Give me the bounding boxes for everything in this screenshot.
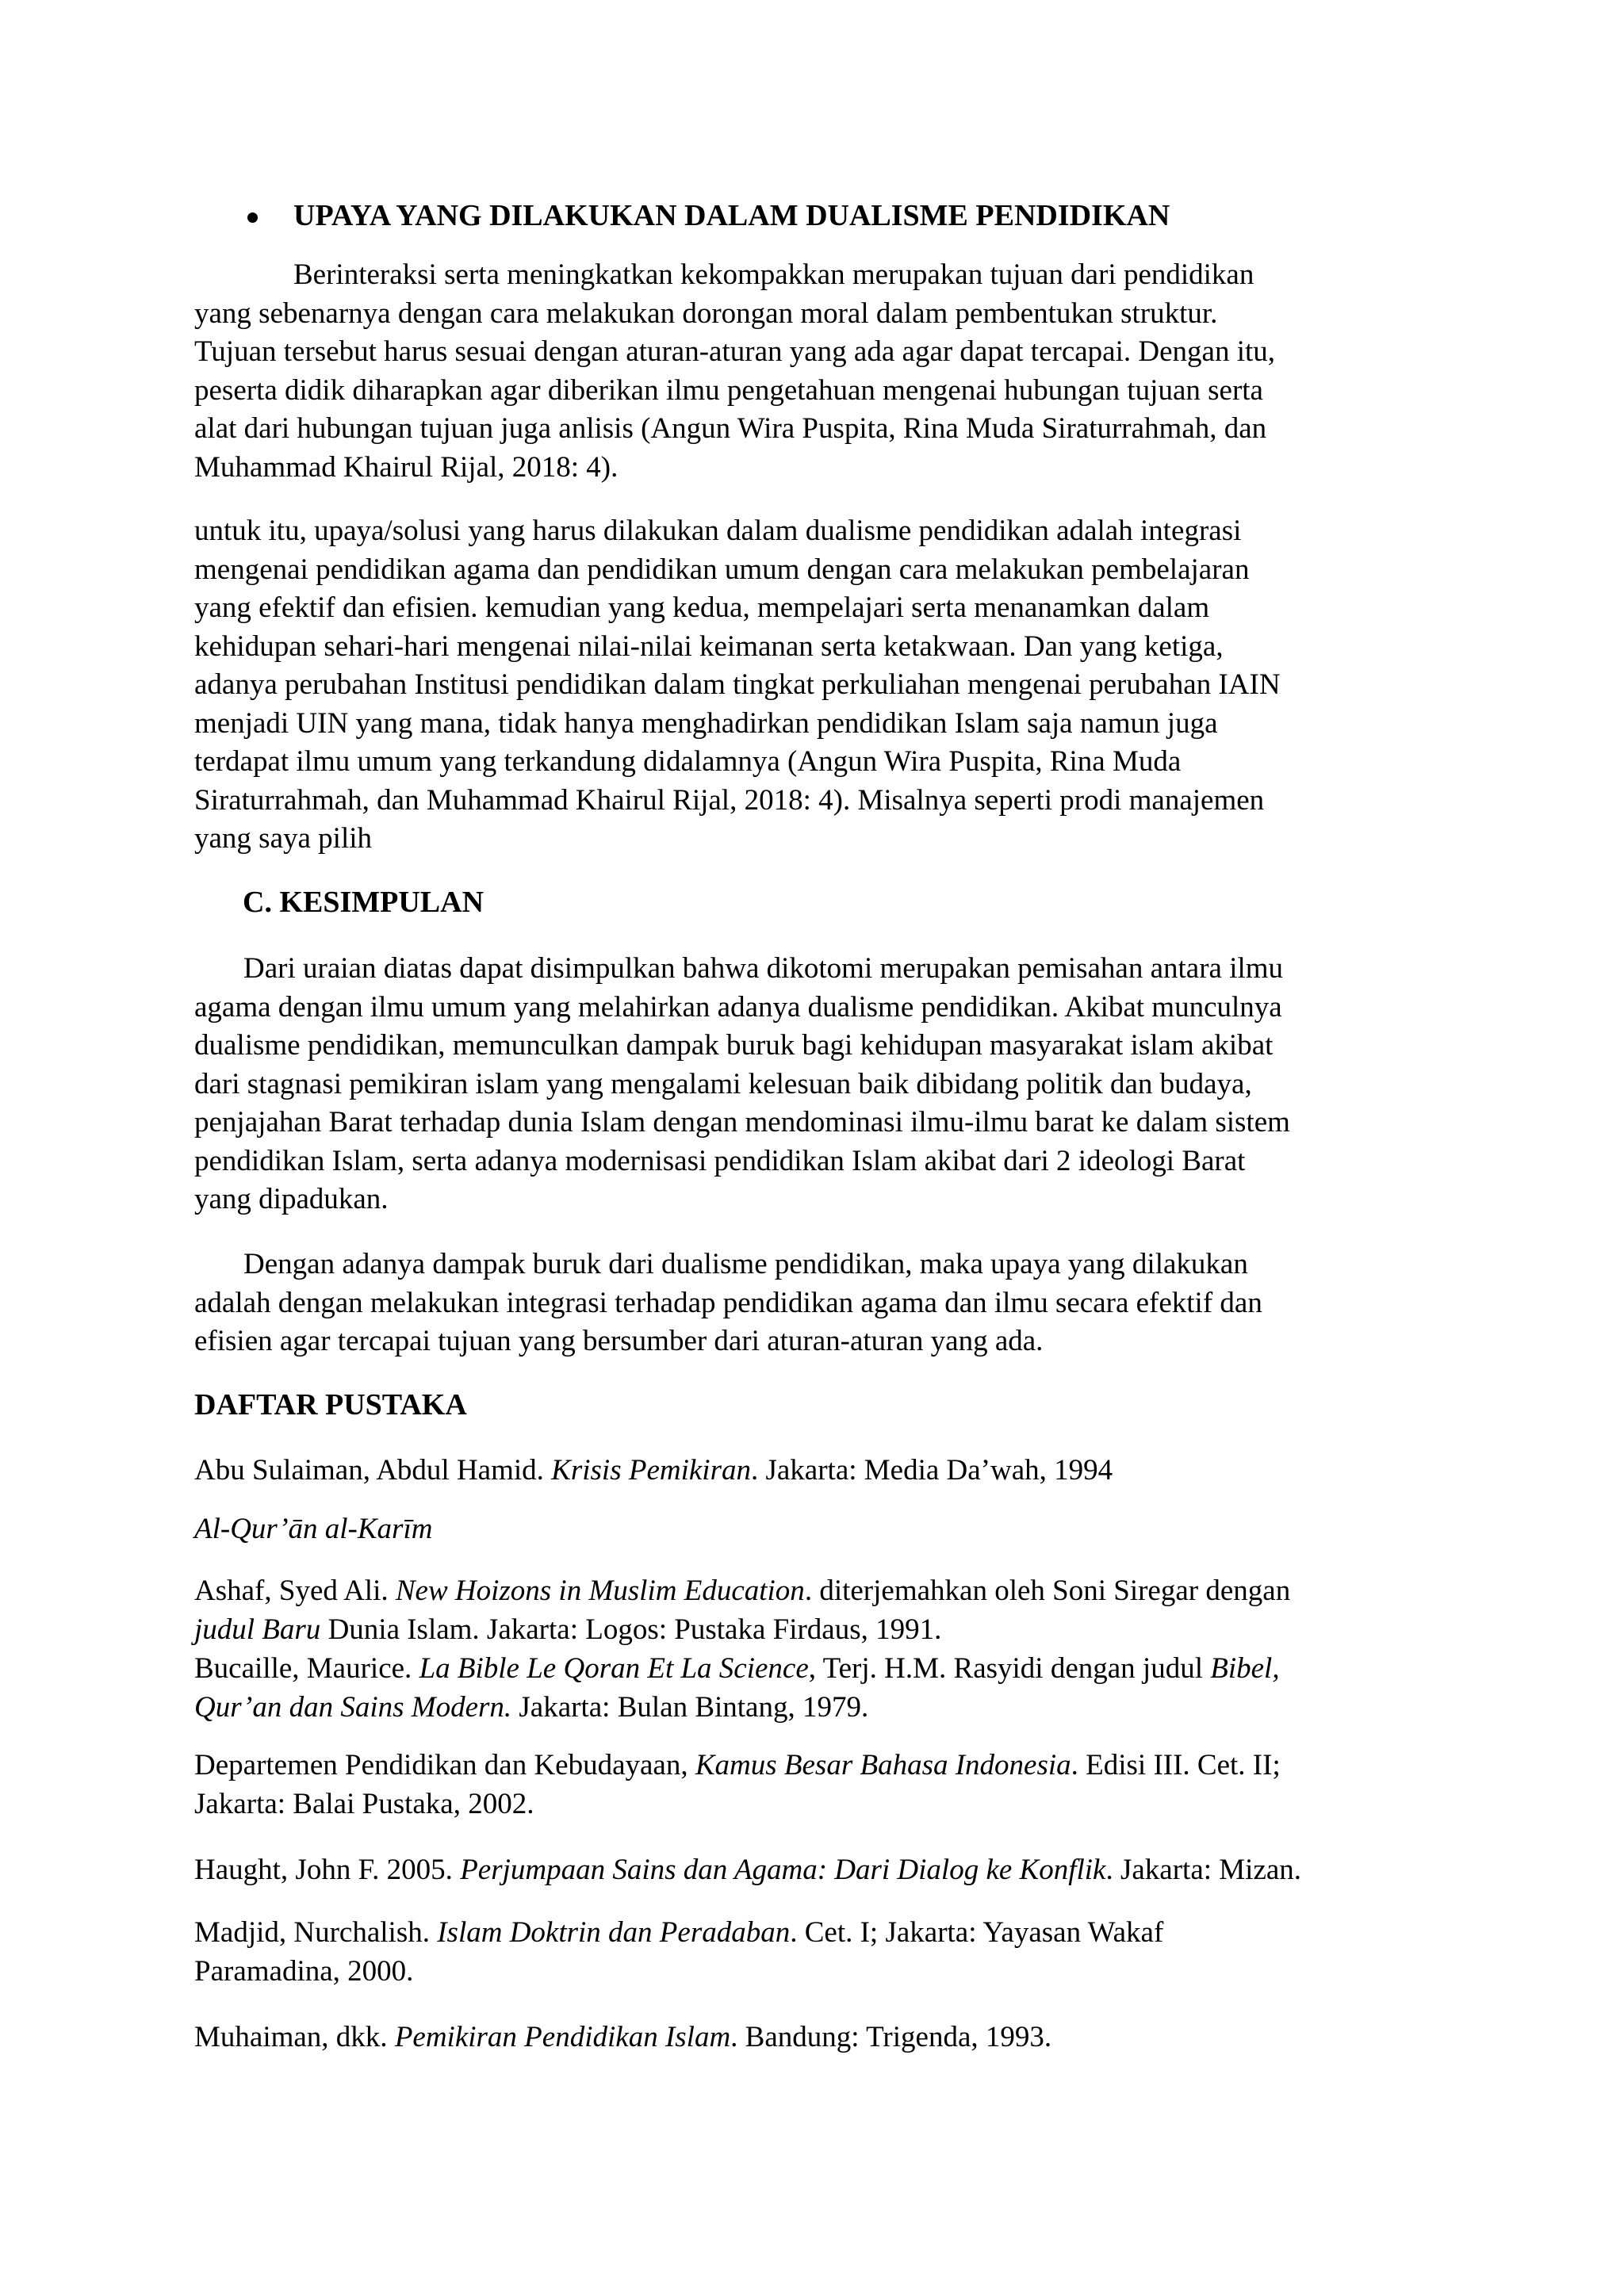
ref-text-italic: judul Baru [194,1613,321,1646]
text-line: untuk itu, upaya/solusi yang harus dilakukan dalam dualisme pendidikan adalah integrasi [194,515,1242,547]
ref-title-translation: Qur’an dan Sains Modern. [194,1690,512,1724]
ref-author: Haught, John F. 2005. [194,1854,461,1886]
text-line: Dengan adanya dampak buruk dari dualisme pendidikan, maka upaya yang dilakukan [243,1248,1248,1280]
ref-title: Kamus Besar Bahasa Indonesia [695,1749,1071,1781]
ref-author: Bucaille, Maurice. [194,1652,419,1685]
text-line: dari stagnasi pemikiran islam yang mengalami kelesuan baik dibidang politik dan budaya, [194,1067,1252,1100]
ref-text: . Edisi III. Cet. II; [1071,1749,1281,1781]
text-line: alat dari hubungan tujuan juga anlisis (Angun Wira Puspita, Rina Muda Siraturrahmah, dan [194,412,1267,445]
section-heading-kesimpulan: C. KESIMPULAN [243,886,485,919]
ref-author: Ashaf, Syed Ali. [194,1575,396,1607]
text-line: pendidikan Islam, serta adanya modernisasi pendidikan Islam akibat dari 2 ideologi Barat [194,1144,1246,1177]
text-line: Tujuan tersebut harus sesuai dengan aturan-aturan yang ada agar dapat tercapai. Dengan itu, [194,335,1276,368]
ref-title: Pemikiran Pendidikan Islam [394,2021,731,2053]
text-line: adalah dengan melakukan integrasi terhadap pendidikan agama dan ilmu secara efektif dan [194,1286,1262,1319]
text-line: yang dipadukan. [194,1183,389,1215]
ref-publisher: Jakarta: Balai Pustaka, 2002. [194,1787,534,1820]
text-line: yang saya pilih [194,822,373,855]
text-line: Berinteraksi serta meningkatkan kekompakkan merupakan tujuan dari pendidikan [293,258,1254,291]
reference-entry [194,1510,1495,1549]
ref-title: Krisis Pemikiran [551,1454,751,1487]
ref-author: Departemen Pendidikan dan Kebudayaan, [194,1749,695,1781]
reference-entry [194,1650,1495,1727]
ref-author: Abu Sulaiman, Abdul Hamid. [194,1454,552,1487]
ref-publisher: . Bandung: Trigenda, 1993. [730,2021,1052,2053]
text-line: adanya perubahan Institusi pendidikan dalam tingkat perkuliahan mengenai perubahan IAIN [194,668,1281,701]
reference-entry [194,1747,1495,1823]
reference-entry [194,1914,1495,1991]
paragraph-kesimpulan-2 [194,1246,1463,1361]
text-line: yang sebenarnya dengan cara melakukan dorongan moral dalam pembentukan struktur. [194,297,1218,330]
text-line: menjadi UIN yang mana, tidak hanya menghadirkan pendidikan Islam saja namun juga [194,706,1218,740]
ref-title: Perjumpaan Sains dan Agama: Dari Dialog ke Konflik [460,1854,1106,1886]
paragraph-upaya-1 [194,256,1463,487]
text-line: Muhammad Khairul Rijal, 2018: 4). [194,450,619,484]
ref-author: Madjid, Nurchalish. [194,1916,438,1949]
ref-publisher: Dunia Islam. Jakarta: Logos: Pustaka Firdaus, 1991. [320,1613,942,1646]
text-line: kehidupan sehari-hari mengenai nilai-nilai keimanan serta ketakwaan. Dan yang ketiga, [194,629,1224,663]
ref-text: . diterjemahkan oleh Soni Siregar dengan [804,1575,1291,1607]
section-heading-daftar-pustaka: DAFTAR PUSTAKA [194,1388,467,1422]
ref-text: , Terj. H.M. Rasyidi dengan judul [808,1652,1211,1685]
text-line: peserta didik diharapkan agar diberikan ilmu pengetahuan mengenai hubungan tujuan serta [194,373,1263,407]
ref-title: New Hoizons in Muslim Education [395,1575,805,1607]
ref-title: La Bible Le Qoran Et La Science [419,1652,809,1685]
ref-title: Islam Doktrin dan Peradaban [437,1916,791,1949]
text-line: Dari uraian diatas dapat disimpulkan bahwa dikotomi merupakan pemisahan antara ilmu [243,952,1284,985]
ref-publisher: Paramadina, 2000. [194,1954,414,1988]
ref-author: Muhaiman, dkk. [194,2021,395,2053]
text-line: penjajahan Barat terhadap dunia Islam dengan mendominasi ilmu-ilmu barat ke dalam sistem [194,1106,1290,1138]
section-heading-upaya: UPAYA YANG DILAKUKAN DALAM DUALISME PENDIDIKAN [293,199,1170,232]
reference-entry [194,2019,1495,2057]
reference-entry [194,1572,1495,1649]
bullet-icon [247,212,258,223]
ref-publisher: Jakarta: Bulan Bintang, 1979. [511,1690,869,1724]
text-line: yang efektif dan efisien. kemudian yang kedua, mempelajari serta menanamkan dalam [194,591,1210,624]
paragraph-kesimpulan-1 [194,950,1463,1219]
text-line: agama dengan ilmu umum yang melahirkan adanya dualisme pendidikan. Akibat munculnya [194,990,1282,1024]
reference-entry [194,1452,1495,1490]
text-line: Siraturrahmah, dan Muhammad Khairul Rijal, 2018: 4). Misalnya seperti prodi manajemen [194,783,1265,817]
paragraph-upaya-2 [194,512,1463,859]
ref-title-translation: Bibel, [1210,1652,1280,1685]
ref-publisher: . Jakarta: Media Da’wah, 1994 [750,1454,1113,1487]
ref-text: . Cet. I; Jakarta: Yayasan Wakaf [790,1916,1164,1949]
reference-entry [194,1851,1495,1890]
text-line: efisien agar tercapai tujuan yang bersumber dari aturan-aturan yang ada. [194,1325,1044,1357]
ref-publisher: . Jakarta: Mizan. [1105,1854,1302,1886]
text-line: mengenai pendidikan agama dan pendidikan umum dengan cara melakukan pembelajaran [194,553,1250,586]
text-line: terdapat ilmu umum yang terkandung didalamnya (Angun Wira Puspita, Rina Muda [194,745,1182,778]
ref-title: Al-Qur’ān al-Karīm [194,1513,433,1545]
text-line: dualisme pendidikan, memunculkan dampak buruk bagi kehidupan masyarakat islam akibat [194,1029,1274,1062]
